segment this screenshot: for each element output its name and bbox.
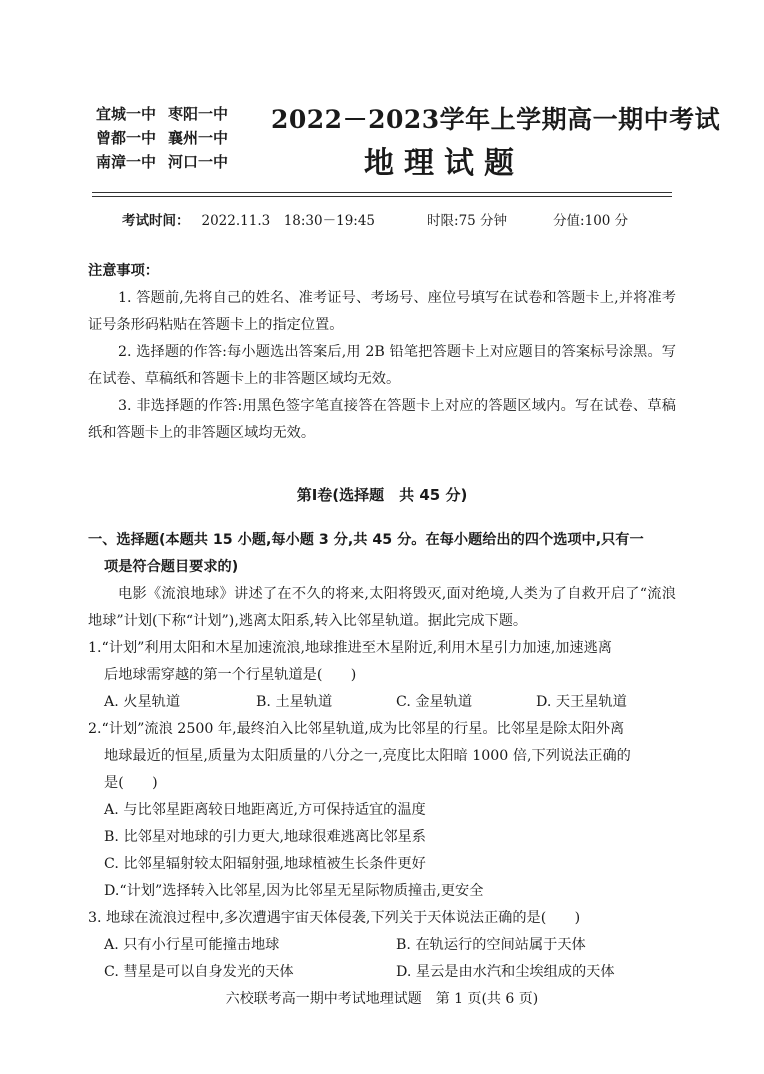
option: B. 在轨运行的空间站属于天体 [396, 937, 586, 953]
question-2-cont: 地球最近的恒星,质量为太阳质量的八分之一,亮度比太阳暗 1000 倍,下列说法正确的 [104, 748, 631, 764]
notice-item: 2. 选择题的作答:每小题选出答案后,用 2B 铅笔把答题卡上对应题目的答案标号涂黑。写在试卷、草稿纸和答题卡上的非答题区域均无效。 [88, 344, 676, 387]
notice-list [88, 285, 676, 447]
school-name: 曾都一中 [96, 129, 157, 147]
header-divider [92, 192, 672, 193]
option: D. 星云是由水汽和尘埃组成的天体 [396, 964, 615, 980]
question-2-cont: 是( ) [104, 775, 158, 791]
question-3: 3. 地球在流浪过程中,多次遭遇宇宙天体侵袭,下列关于天体说法正确的是( ) [88, 910, 581, 926]
school-row [96, 102, 240, 126]
page-footer: 六校联考高一期中考试地理试题 第 1 页(共 6 页) [225, 991, 539, 1007]
question-area [88, 527, 676, 986]
notice-title: 注意事项： [88, 263, 159, 279]
option: A. 与比邻星距离较日地距离近,方可保持适宜的温度 [104, 802, 426, 818]
part-heading-cont: 项是符合题目要求的) [104, 559, 239, 575]
question-1-options [88, 689, 676, 716]
question-3-options [88, 932, 676, 959]
option: B. 土星轨道 [256, 694, 333, 710]
option: A. 只有小行星可能撞击地球 [104, 937, 280, 953]
option: C. 金星轨道 [396, 694, 473, 710]
exam-score: 分值:100 分 [553, 213, 629, 229]
option: B. 比邻星对地球的引力更大,地球很难逃离比邻星系 [104, 829, 426, 845]
part-heading: 一、选择题(本题共 15 小题,每小题 3 分,共 45 分。在每小题给出的四个选项中,只有一 [88, 532, 644, 548]
reading-intro: 电影《流浪地球》讲述了在不久的将来,太阳将毁灭,面对绝境,人类为了自救开启了“流浪地球”计划(下称“计划”),逃离太阳系,转入比邻星轨道。据此完成下题。 [88, 586, 676, 629]
notice-item: 1. 答题前,先将自己的姓名、准考证号、考场号、座位号填写在试卷和答题卡上,并将准考证号条形码粘贴在答题卡上的指定位置。 [88, 290, 676, 333]
school-list [96, 102, 240, 174]
option: A. 火星轨道 [104, 694, 181, 710]
school-row [96, 126, 240, 150]
exam-duration: 时限:75 分钟 [427, 213, 508, 229]
header-divider [92, 196, 672, 197]
exam-info [122, 209, 628, 229]
school-name: 襄州一中 [168, 129, 229, 147]
school-name: 南漳一中 [96, 153, 157, 171]
option: C. 比邻星辐射较太阳辐射强,地球植被生长条件更好 [104, 856, 426, 872]
school-name: 河口一中 [168, 153, 229, 171]
question-1-cont: 后地球需穿越的第一个行星轨道是( ) [104, 667, 357, 683]
option: D.“计划”选择转入比邻星,因为比邻星无星际物质撞击,更安全 [104, 883, 484, 899]
school-name: 宜城一中 [96, 105, 157, 123]
school-name: 枣阳一中 [168, 105, 229, 123]
section-title: 第Ⅰ卷(选择题 共 45 分) [296, 486, 468, 504]
question-3-options [88, 959, 676, 986]
exam-subject: 地理试题 [364, 146, 524, 181]
option: C. 彗星是可以自身发光的天体 [104, 964, 294, 980]
school-row [96, 150, 240, 174]
question-2: 2.“计划”流浪 2500 年,最终泊入比邻星轨道,成为比邻星的行星。比邻星是除太阳外离 [88, 721, 625, 737]
exam-time-value: 2022.11.3 18:30－19:45 [201, 213, 376, 229]
exam-time-label: 考试时间： [122, 213, 190, 229]
notice-item: 3. 非选择题的作答:用黑色签字笔直接答在答题卡上对应的答题区域内。写在试卷、草稿纸和答题卡上的非答题区域均无效。 [88, 398, 676, 441]
question-1: 1.“计划”利用太阳和木星加速流浪,地球推进至木星附近,利用木星引力加速,加速逃离 [88, 640, 612, 656]
exam-title: 2022－2023学年上学期高一期中考试 [271, 105, 721, 134]
exam-header [96, 100, 721, 181]
option: D. 天王星轨道 [536, 694, 627, 710]
